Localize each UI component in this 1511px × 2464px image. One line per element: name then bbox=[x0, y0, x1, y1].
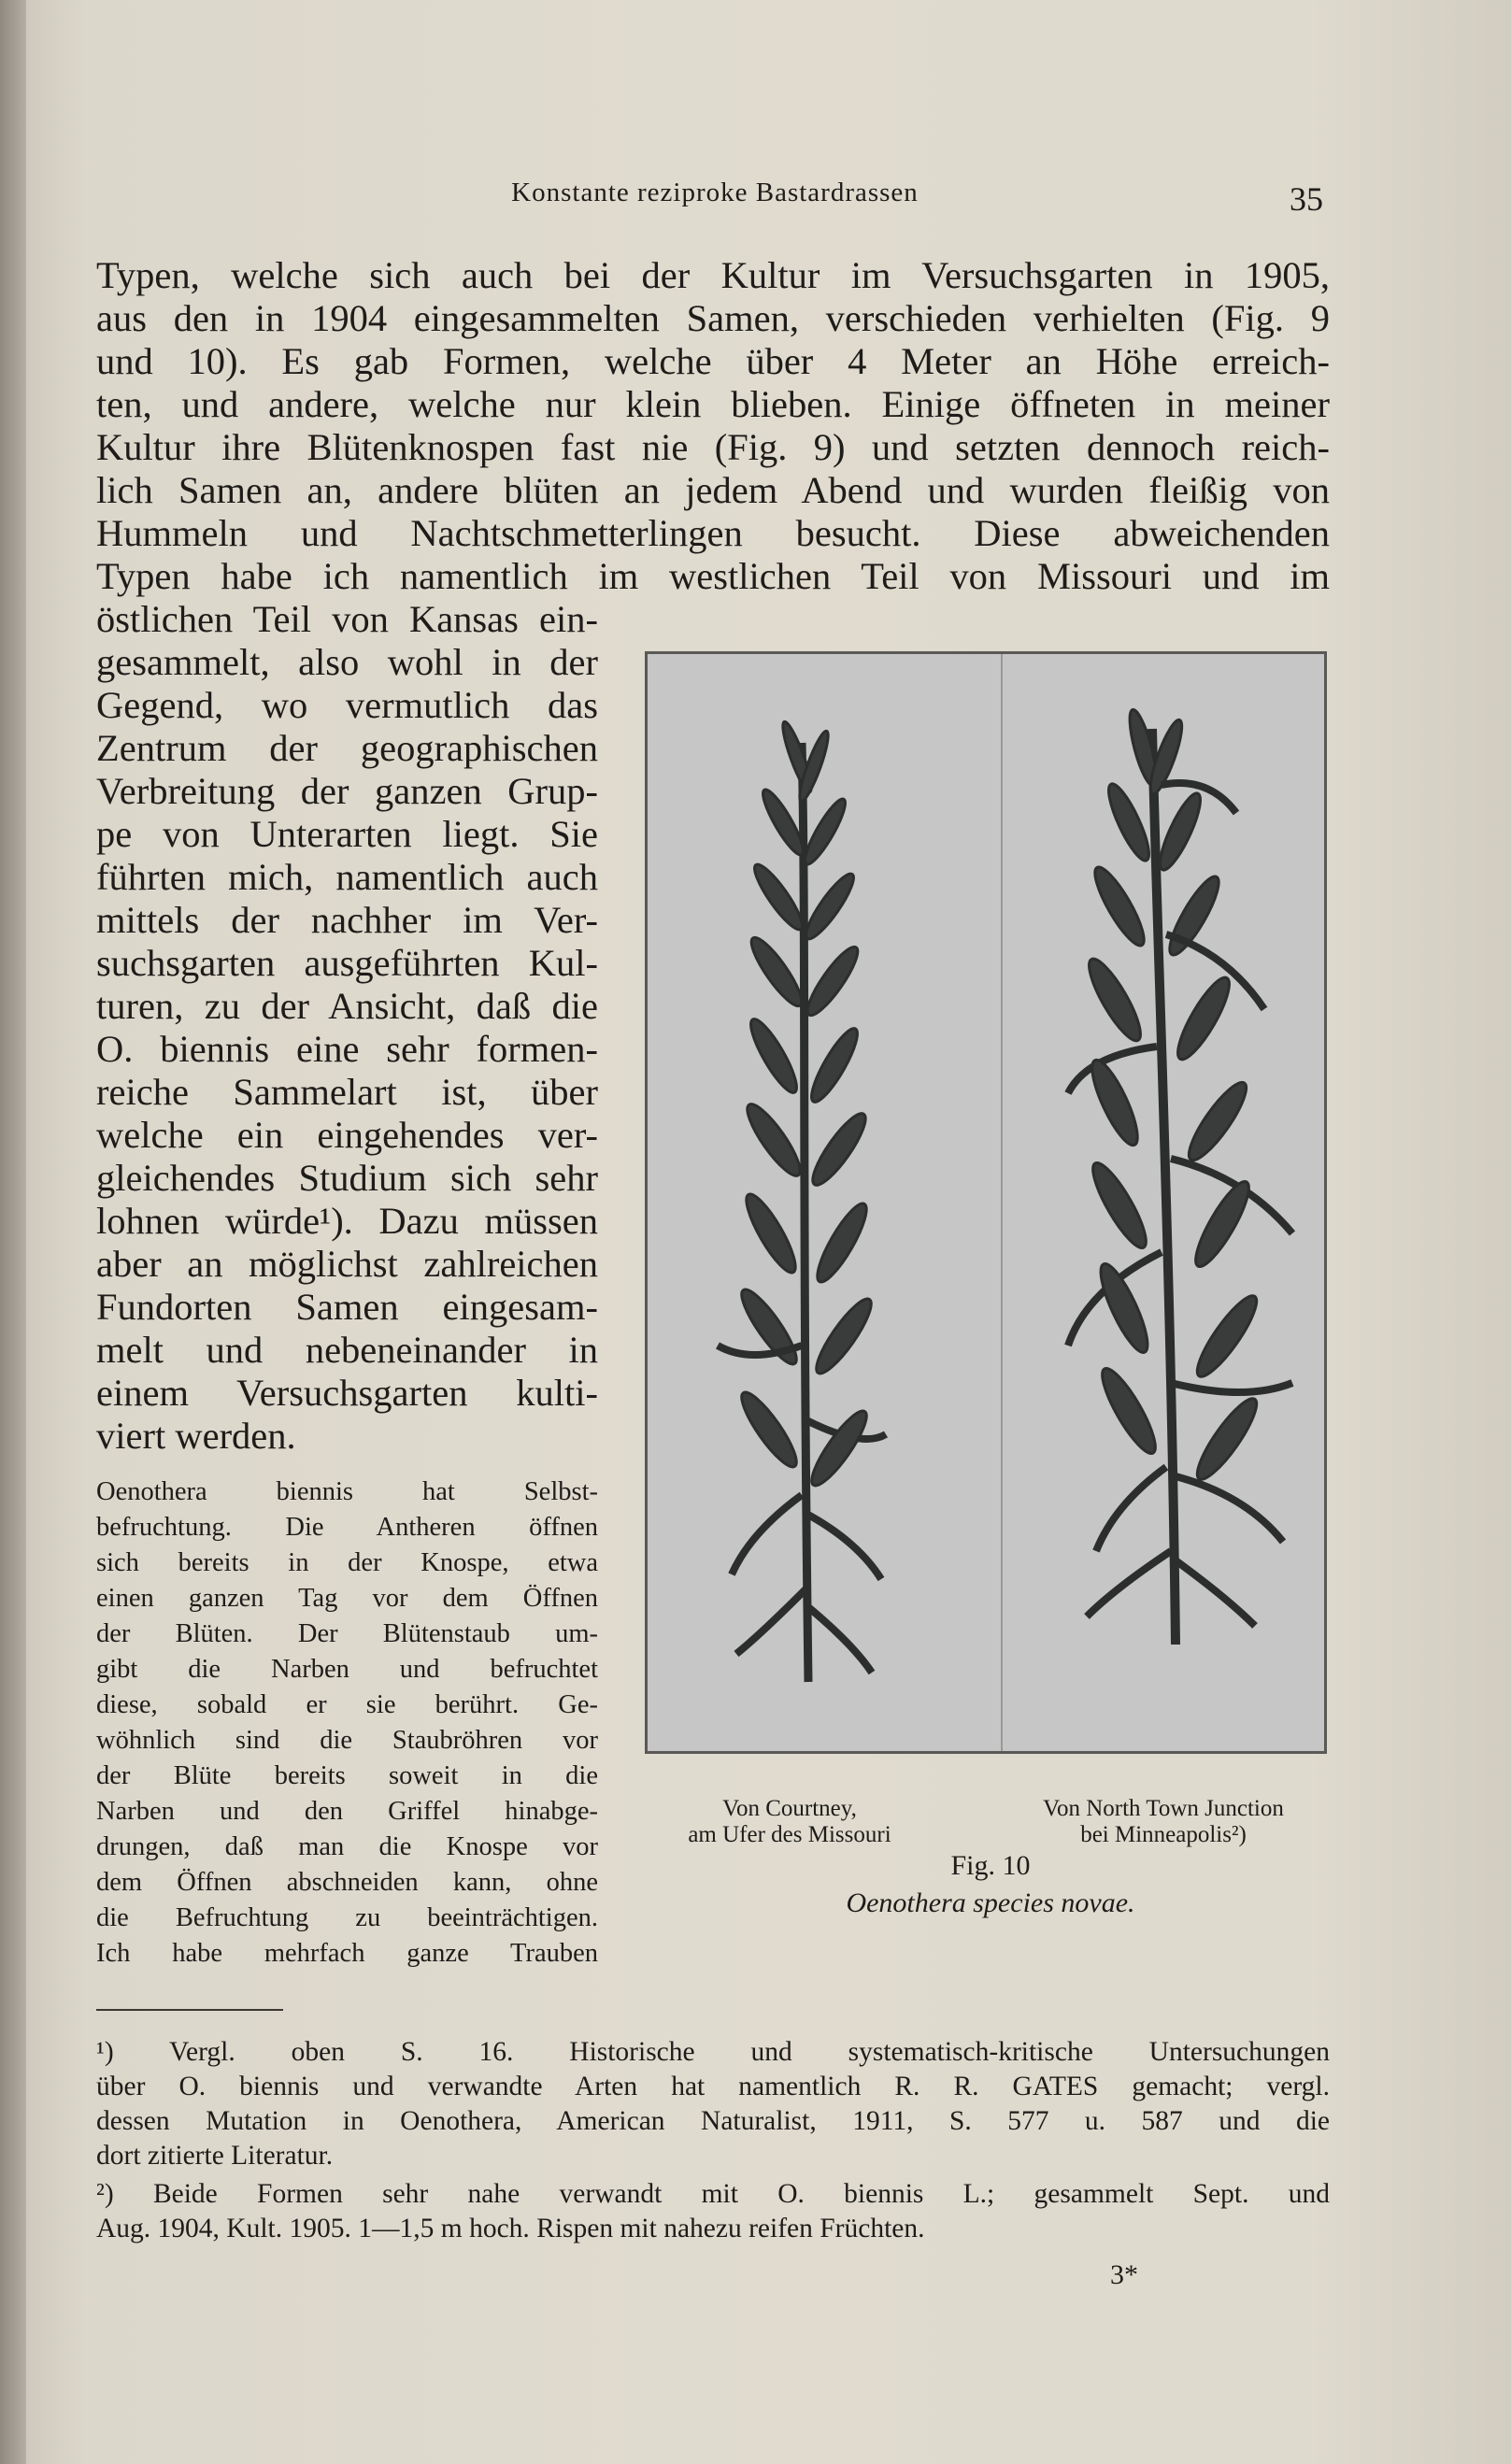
body-line: suchsgarten ausgeführten Kul- bbox=[96, 942, 598, 984]
figure-title: Oenothera species novae. bbox=[846, 1887, 1135, 1918]
body-line: und 10). Es gab Formen, welche über 4 Meter an Höhe erreich- bbox=[96, 340, 1330, 382]
footnote-line: dessen Mutation in Oenothera, American Naturalist, 1911, S. 577 u. 587 und die bbox=[96, 2106, 1330, 2136]
body-line: östlichen Teil von Kansas ein- bbox=[96, 598, 598, 640]
page-number: 35 bbox=[1290, 180, 1323, 218]
body-line: lich Samen an, andere blüten an jedem Abend und wurden fleißig von bbox=[96, 469, 1330, 511]
footnote-line: dort zitierte Literatur. bbox=[96, 2141, 334, 2171]
small-line: dem Öffnen abschneiden kann, ohne bbox=[96, 1868, 598, 1897]
small-line: befruchtung. Die Antheren öffnen bbox=[96, 1513, 598, 1542]
body-line: pe von Unterarten liegt. Sie bbox=[96, 813, 598, 855]
left-caption-line-2: am Ufer des Missouri bbox=[688, 1822, 891, 1847]
small-line: diese, sobald er sie berührt. Ge- bbox=[96, 1690, 598, 1719]
running-header: Konstante reziproke Bastardrassen bbox=[511, 178, 919, 207]
small-line: der Blüte bereits soweit in die bbox=[96, 1761, 598, 1790]
body-line: turen, zu der Ansicht, daß die bbox=[96, 985, 598, 1027]
body-line: Typen, welche sich auch bei der Kultur im Versuchsgarten in 1905, bbox=[96, 254, 1330, 296]
body-line: führten mich, namentlich auch bbox=[96, 856, 598, 898]
small-line: die Befruchtung zu beeinträchtigen. bbox=[96, 1903, 598, 1932]
small-line: einen ganzen Tag vor dem Öffnen bbox=[96, 1584, 598, 1613]
small-line: der Blüten. Der Blütenstaub um- bbox=[96, 1619, 598, 1648]
small-line: Narben und den Griffel hinabge- bbox=[96, 1797, 598, 1826]
body-line: gesammelt, also wohl in der bbox=[96, 641, 598, 683]
body-line: Gegend, wo vermutlich das bbox=[96, 684, 598, 726]
small-line: wöhnlich sind die Staubröhren vor bbox=[96, 1726, 598, 1755]
left-plant-caption bbox=[687, 1796, 892, 1848]
right-plant-caption bbox=[1009, 1796, 1318, 1848]
plant-left-image bbox=[718, 719, 886, 1682]
figure-label: Fig. 10 bbox=[950, 1850, 1031, 1881]
small-line: Ich habe mehrfach ganze Trauben bbox=[96, 1939, 598, 1968]
small-line: gibt die Narben und befruchtet bbox=[96, 1655, 598, 1684]
body-line: ten, und andere, welche nur klein blieben. Einige öffneten in meiner bbox=[96, 383, 1330, 425]
body-line: einem Versuchsgarten kulti- bbox=[96, 1372, 598, 1414]
body-line: aber an möglichst zahlreichen bbox=[96, 1243, 598, 1285]
body-line: Typen habe ich namentlich im westlichen Teil von Missouri und im bbox=[96, 555, 1330, 597]
footnote-line: ¹) Vergl. oben S. 16. Historische und systematisch-kritische Untersuchungen bbox=[96, 2037, 1330, 2067]
body-line: reiche Sammelart ist, über bbox=[96, 1071, 598, 1113]
footnote-line: ²) Beide Formen sehr nahe verwandt mit O. biennis L.; gesammelt Sept. und bbox=[96, 2179, 1330, 2209]
body-line-species: O. biennis eine sehr formen- bbox=[96, 1028, 598, 1070]
small-line: drungen, daß man die Knospe vor bbox=[96, 1832, 598, 1861]
body-line: Zentrum der geographischen bbox=[96, 727, 598, 769]
body-line: Kultur ihre Blütenknospen fast nie (Fig. 9) und setzten dennoch reich- bbox=[96, 426, 1330, 468]
footnote-line: über O. biennis und verwandte Arten hat namentlich R. R. GATES gemacht; vergl. bbox=[96, 2072, 1330, 2101]
signature-mark: 3* bbox=[1110, 2259, 1138, 2290]
body-line: Hummeln und Nachtschmetterlingen besucht. Diese abweichenden bbox=[96, 512, 1330, 554]
body-line: mittels der nachher im Ver- bbox=[96, 899, 598, 941]
body-line: Fundorten Samen eingesam- bbox=[96, 1286, 598, 1328]
body-line: aus den in 1904 eingesammelten Samen, verschieden verhielten (Fig. 9 bbox=[96, 297, 1330, 339]
body-line: gleichendes Studium sich sehr bbox=[96, 1157, 598, 1199]
plant-photographs bbox=[648, 654, 1330, 1757]
right-caption-line-1: Von North Town Junction bbox=[1043, 1796, 1284, 1821]
figure-photo-plate bbox=[645, 651, 1327, 1754]
left-caption-line-1: Von Courtney, bbox=[722, 1796, 857, 1821]
body-line: lohnen würde¹). Dazu müssen bbox=[96, 1200, 598, 1242]
body-line: welche ein eingehendes ver- bbox=[96, 1114, 598, 1156]
body-line: Verbreitung der ganzen Grup- bbox=[96, 770, 598, 812]
footnote-line: Aug. 1904, Kult. 1905. 1—1,5 m hoch. Rispen mit nahezu reifen Früchten. bbox=[96, 2214, 925, 2243]
footnote-rule bbox=[96, 2009, 283, 2011]
small-line: sich bereits in der Knospe, etwa bbox=[96, 1548, 598, 1577]
right-caption-line-2: bei Minneapolis²) bbox=[1080, 1822, 1247, 1847]
small-line-species: Oenothera biennis hat Selbst- bbox=[96, 1477, 598, 1506]
plant-right-image bbox=[1068, 707, 1292, 1645]
body-line: viert werden. bbox=[96, 1415, 296, 1457]
body-line: melt und nebeneinander in bbox=[96, 1329, 598, 1371]
book-gutter bbox=[0, 0, 26, 2464]
